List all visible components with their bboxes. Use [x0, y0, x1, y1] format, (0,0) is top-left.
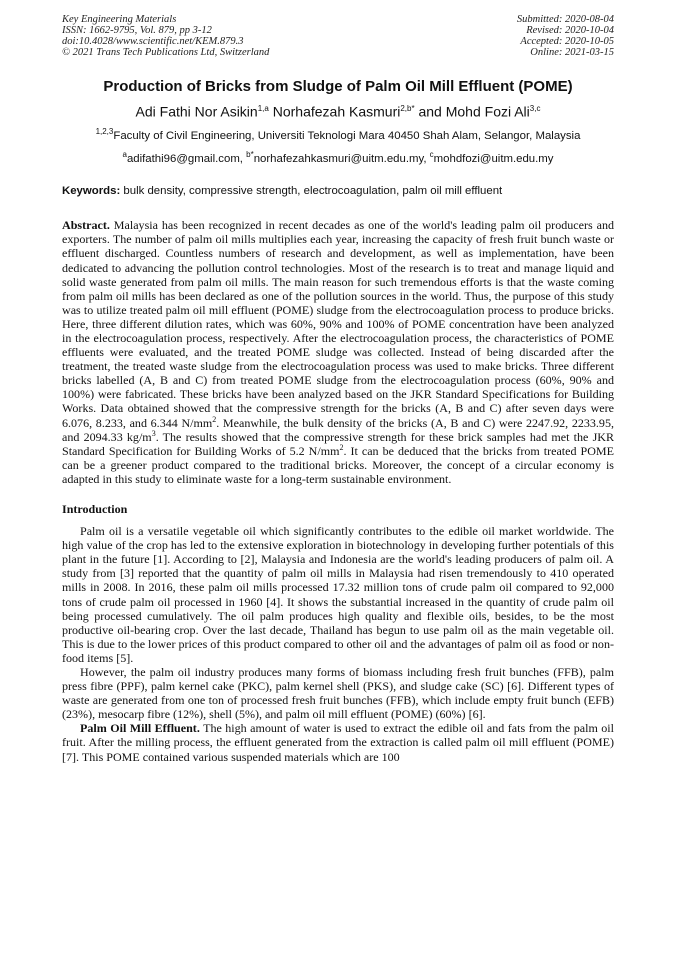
intro-paragraph-1: Palm oil is a versatile vegetable oil which significantly contributes to the edible oil market worldwide. The high value of the crop has led to the extensive exploration in biotechnology in developing further potentials of this plant in the future [1]. According to [2], Malaysia and Indonesia are the world's leading producers of palm oil. A study from [3] reported that the quantity of palm oil mills in Malaysia had risen tremendously to 410 operated mills in 2008. In 2016, these palm oil mills processed 17.32 million tons of crude palm oil compared to 92,000 tons of crude palm oil processed in 1960 [4]. It shows the substantial increased in the quantity of crude palm oil being processed cumulatively. The oil palm produces high quality and flexible oils, besides, to be the most productive oil-bearing crop. Over the last decade, Thailand has begun to use palm oil as the main vegetable oil. This is due to the lower prices of this product compared to other oil and the advantages of palm oil as food or non-food items [5].: [62, 524, 614, 665]
abstract-text-3: . The results showed that the compressive strength for these brick samples had met the JKR Standard Specification for Building Works of 5.2 N/mm: [62, 429, 614, 458]
paper-page: [62, 14, 614, 764]
journal-doi: doi:10.4028/www.scientific.net/KEM.879.3: [62, 36, 244, 47]
journal-name: Key Engineering Materials: [62, 14, 177, 25]
author-1-affil: 1,a: [257, 104, 269, 113]
abstract-sup-3: 2: [339, 442, 344, 452]
affiliation-text: Faculty of Civil Engineering, Universiti Teknologi Mara 40450 Shah Alam, Selangor, Malaysia: [113, 129, 581, 142]
paper-title: Production of Bricks from Sludge of Palm Oil Mill Effluent (POME): [103, 78, 573, 95]
publication-dates: [517, 14, 614, 58]
email-a: adifathi96@gmail.com,: [126, 153, 247, 166]
abstract-text-1: Malaysia has been recognized in recent decades as one of the world's leading palm oil producers and exporters. The number of palm oil mills multiplies each year, increasing the capacity of fresh fruit bunch waste or effluent discharged. Countless numbers of research and development, as well as implementation, have been dedicated to advancing the pollution control technologies. Most of the research is to treat and manage liquid and solid waste generated from palm oil mills. The main reason for such tremendous efforts is that the waste coming from palm oil mills has been declared as one of the pollution sources in the world. Thus, the purpose of this study was to utilize treated palm oil mill effluent (POME) sludge from the electrocoagulation process to produce bricks. Here, three different dilution rates, which was 60%, 90% and 100% of POME concentration have been analyzed in the electrocoagulation process, respectively. After the electrocoagulation process, the characteristics of POME effluents were evaluated, and the treated POME sludge was collected. Instead of being discarded after the treatment, the treated waste sludge from the electrocoagulation process was used to make bricks. Three different bricks labelled (A, B and C) from treated POME sludge from the electrocoagulation process (60%, 90% and 100%) were fabricated. These bricks have been analyzed based on the JKR Standard Specifications for Building Works. Data obtained showed that the compressive strength for the bricks (A, B and C) after seven days were 6.076, 8.233, and 6.344 N/mm: [62, 218, 614, 430]
section-heading-introduction: Introduction: [62, 502, 128, 517]
email-b-marker: b*: [246, 150, 254, 160]
journal-copyright: © 2021 Trans Tech Publications Ltd, Switzerland: [62, 47, 270, 58]
abstract-text-2: . Meanwhile, the bulk density of the bricks (A, B and C) were 2247.92, 2233.95, and 2094.33 kg/m: [62, 415, 614, 444]
journal-info: [62, 14, 269, 58]
subsection-label-pome: Palm Oil Mill Effluent.: [80, 721, 200, 736]
abstract-sup-2: 3: [151, 428, 156, 438]
email-c-marker: c: [429, 150, 434, 160]
email-a-marker: a: [122, 150, 127, 160]
email-c: mohdfozi@uitm.edu.my: [433, 153, 554, 166]
author-emails: [62, 148, 614, 166]
keywords: [62, 184, 614, 198]
intro-paragraph-3: [62, 721, 614, 763]
keywords-label: Keywords:: [62, 185, 121, 198]
email-b: norhafezahkasmuri@uitm.edu.my,: [253, 153, 430, 166]
author-2-affil: 2,b*: [400, 104, 415, 113]
author-1: Adi Fathi Nor Asikin: [135, 103, 258, 120]
date-revised: Revised: 2020-10-04: [526, 25, 614, 36]
author-3-affil: 3,c: [529, 104, 541, 113]
affiliation-marker: 1,2,3: [95, 126, 114, 136]
affiliation: [62, 125, 614, 143]
abstract-text-4: . It can be deduced that the bricks from treated POME can be a greener product compared to the traditional bricks. Moreover, the concept of a circular economy is adapted in this study to eliminate waste for a long-term sustainable environment.: [62, 443, 615, 486]
journal-issn: ISSN: 1662-9795, Vol. 879, pp 3-12: [62, 25, 212, 36]
date-submitted: Submitted: 2020-08-04: [516, 14, 614, 25]
date-accepted: Accepted: 2020-10-05: [520, 36, 614, 47]
journal-header: [62, 14, 614, 58]
abstract-sup-1: 2: [212, 414, 217, 424]
abstract-label: Abstract.: [62, 218, 110, 233]
abstract: [62, 218, 614, 486]
intro-paragraph-2: However, the palm oil industry produces many forms of biomass including fresh fruit bunches (FFB), palm press fibre (PPF), palm kernel cake (PKC), palm kernel shell (PKS), and sludge cake (SC) [6]. Different types of waste are generated from one ton of processed fresh fruit bunches (FFB), which include empty fruit bunch (EFB) (23%), mesocarp fibre (12%), shell (5%), and palm oil mill effluent (POME) (60%) [6].: [62, 664, 614, 722]
author-3: and Mohd Fozi Ali: [414, 103, 530, 120]
author-list: [62, 100, 614, 121]
author-2: Norhafezah Kasmuri: [268, 103, 401, 120]
date-online: Online: 2021-03-15: [530, 47, 614, 58]
keywords-text: bulk density, compressive strength, electrocoagulation, palm oil mill effluent: [120, 185, 503, 198]
intro-paragraph-3-text: The high amount of water is used to extract the edible oil and fats from the palm oil fruit. After the milling process, the effluent generated from the extraction is called palm oil mill effluent (POME) [7]. This POME contained various suspended materials which are 100: [62, 721, 614, 764]
